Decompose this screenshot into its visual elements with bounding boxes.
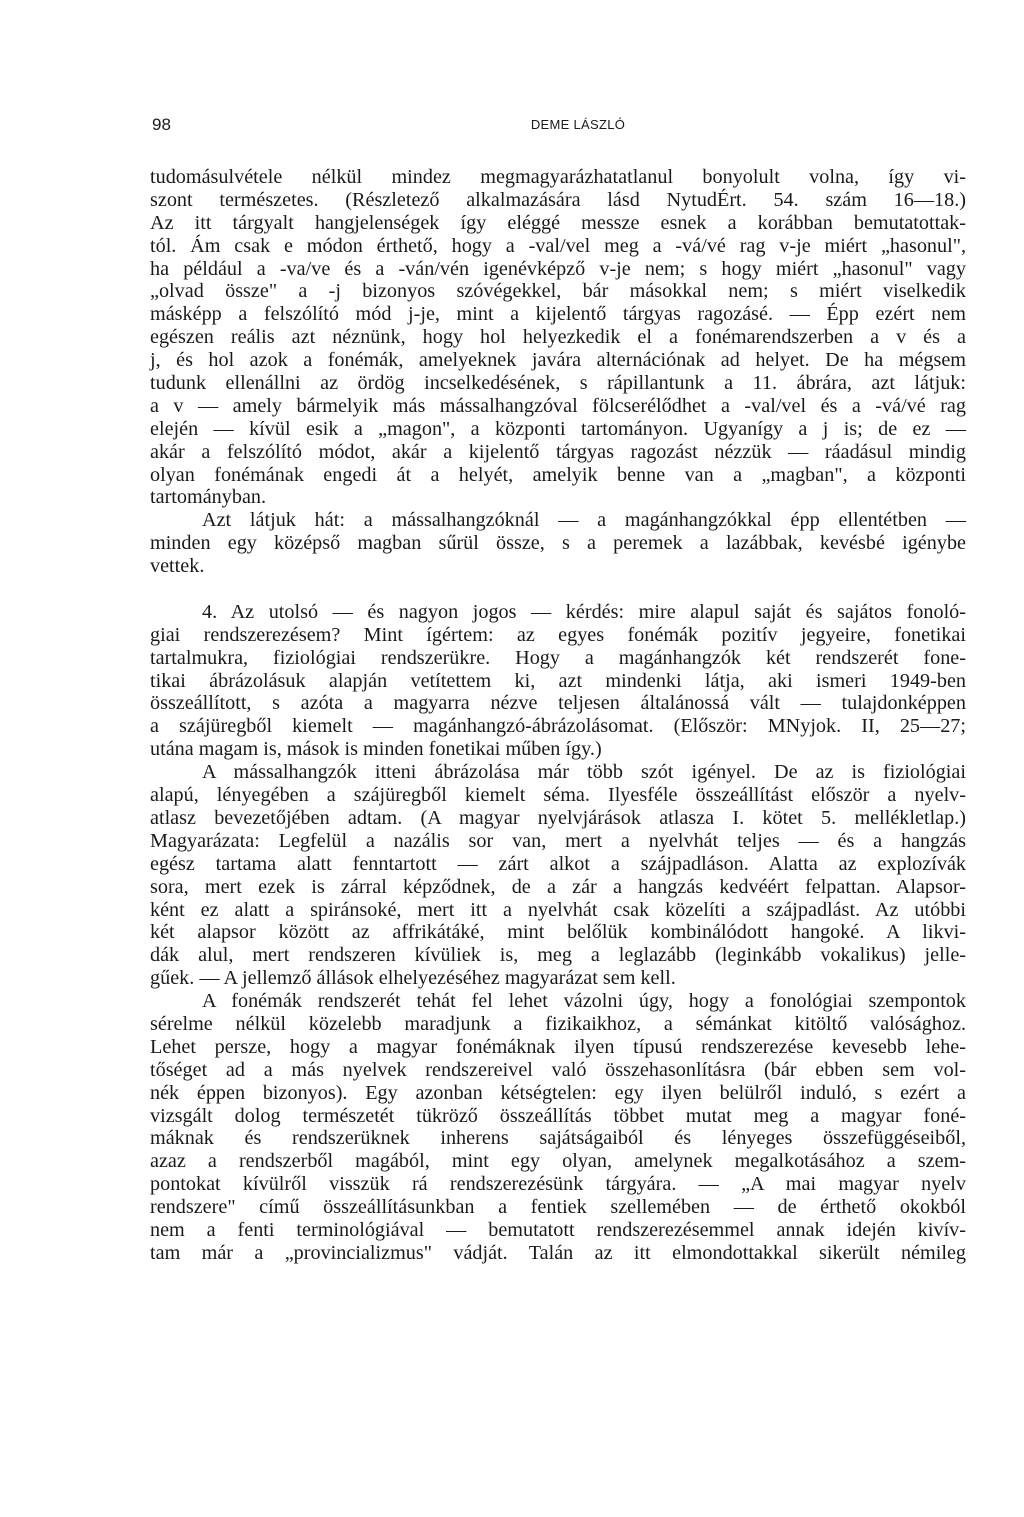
text-line: utána magam is, mások is minden fonetikai műben így.) — [150, 738, 602, 761]
text-line: alapú, lényegében a szájüregből kiemelt séma. Ilyesféle összeállítást először a nyelv- — [150, 784, 966, 807]
text-line: akár a felszólító módot, akár a kijelentő tárgyas ragozást nézzük — ráadásul mindig — [150, 440, 966, 463]
text-line: összeállított, s azóta a magyarra nézve teljesen általánossá vált — tulajdonképpen — [150, 692, 966, 715]
text-line: vizsgált dolog természetét tükröző összeállítás többet mutat meg a magyar foné- — [150, 1104, 966, 1127]
text-line: minden egy középső magban sűrül össze, s a peremek a lazábbak, kevésbé igénybe — [150, 532, 966, 555]
text-line: gűek. — A jellemző állások elhelyezéséhez magyarázat sem kell. — [150, 967, 676, 990]
text-line: tikai ábrázolásuk alapján vetítettem ki, azt mindenki látja, aki ismeri 1949-ben — [150, 669, 966, 692]
text-line: sora, mert ezek is zárral képződnek, de a zár a hangzás kedvéért felpattan. Alapsor- — [150, 875, 966, 898]
text-line: Azt látjuk hát: a mássalhangzóknál — a magánhangzókkal épp ellentétben — — [202, 509, 966, 532]
text-line: ha például a -va/ve és a -ván/vén igenévképző v-je nem; s hogy miért „hasonul" vagy — [150, 257, 966, 280]
text-line: pontokat kívülről visszük rá rendszerezésünk tárgyára. — „A mai magyar nyelv — [150, 1173, 966, 1196]
text-line: egész tartama alatt fenntartott — zárt alkot a szájpadláson. Alatta az explozívák — [150, 852, 966, 875]
text-line: két alapsor között az affrikátáké, mint belőlük kombinálódott hangoké. A likvi- — [150, 921, 966, 944]
section-gap — [150, 578, 966, 601]
text-line: Az itt tárgyalt hangjelenségek így eléggé messze esnek a korábban bemutatottak- — [150, 211, 966, 234]
text-line: olyan fonémának engedi át a helyét, amelyik benne van a „magban", a központi — [150, 463, 966, 486]
body-text — [150, 166, 966, 1265]
text-line: tőséget ad a más nyelvek rendszereivel való összehasonlításra (bár ebben sem vol- — [150, 1058, 966, 1081]
text-line: atlasz bevezetőjében adtam. (A magyar nyelvjárások atlasza I. kötet 5. mellékletlap.) — [150, 806, 966, 829]
text-line: a szájüregből kiemelt — magánhangzó-ábrázolásomat. (Először: MNyjok. II, 25—27; — [150, 715, 966, 738]
text-line: a v — amely bármelyik más mássalhangzóval fölcserélődhet a -val/vel és a -vá/vé rag — [150, 394, 966, 417]
text-line: tudomásulvétele nélkül mindez megmagyarázhatatlanul bonyolult volna, így vi- — [150, 166, 966, 188]
text-line: rendszere" című összeállításunkban a fentiek szellemében — de érthető okokból — [150, 1196, 966, 1219]
text-line: nék éppen bizonyos). Egy azonban kétségtelen: egy ilyen belülről induló, s ezért a — [150, 1081, 966, 1104]
text-line: tól. Ám csak e módon érthető, hogy a -val/vel meg a -vá/vé rag v-je miért „hasonul", — [150, 234, 966, 257]
text-line: j, és hol azok a fonémák, amelyeknek javára alternációnak ad helyet. De ha mégsem — [150, 349, 966, 372]
page-header — [150, 115, 966, 139]
running-head: DEME LÁSZLÓ — [530, 117, 626, 132]
text-line: Lehet persze, hogy a magyar fonémáknak ilyen típusú rendszerezése kevesebb lehe- — [150, 1035, 966, 1058]
text-line: elején — kívül esik a „magon", a központi tartományon. Ugyanígy a j is; de ez — — [150, 417, 966, 440]
text-line: tartalmukra, fiziológiai rendszerükre. Hogy a magánhangzók két rendszerét fone- — [150, 646, 966, 669]
text-line: tam már a „provincializmus" vádját. Talán az itt elmondottakkal sikerült némileg — [150, 1241, 966, 1264]
text-line: 4. Az utolsó — és nagyon jogos — kérdés: mire alapul saját és sajátos fonoló- — [202, 600, 966, 623]
text-line: egészen reális azt néznünk, hogy hol helyezkedik el a fonémarendszerben a v és a — [150, 326, 966, 349]
text-line: giai rendszerezésem? Mint ígértem: az egyes fonémák pozitív jegyeire, fonetikai — [150, 623, 966, 646]
text-line: Magyarázata: Legfelül a nazális sor van, mert a nyelvhát teljes — és a hangzás — [150, 829, 966, 852]
text-line: szont természetes. (Részletező alkalmazására lásd NytudÉrt. 54. szám 16—18.) — [150, 188, 966, 211]
text-line: sérelme nélkül közelebb maradjunk a fizikaikhoz, a sémánkat kitöltő valósághoz. — [150, 1012, 966, 1035]
text-line: máknak és rendszerüknek inherens sajátságaiból és lényeges összefüggéseiből, — [150, 1127, 966, 1150]
text-line: azaz a rendszerből magából, mint egy olyan, amelynek megalkotásához a szem- — [150, 1150, 966, 1173]
text-line: másképp a felszólító mód j-je, mint a kijelentő tárgyas ragozásé. — Épp ezért nem — [150, 303, 966, 326]
text-line: vettek. — [150, 555, 205, 578]
text-line: ként ez alatt a spiránsoké, mert itt a nyelvhát csak közelíti a szájpadlást. Az utóbbi — [150, 898, 966, 921]
text-line: A fonémák rendszerét tehát fel lehet vázolni úgy, hogy a fonológiai szempontok — [202, 990, 966, 1013]
text-line: dák alul, mert rendszeren kívüliek is, meg a leglazább (leginkább vokalikus) jelle- — [150, 944, 966, 967]
text-line: „olvad össze" a -j bizonyos szóvégekkel, bár másokkal nem; s miért viselkedik — [150, 280, 966, 303]
text-line: nem a fenti terminológiával — bemutatott rendszerezésemmel annak idején kivív- — [150, 1218, 966, 1241]
text-line: tudunk ellenállni az ördög incselkedésének, s rápillantunk a 11. ábrára, azt látjuk: — [150, 372, 966, 395]
page-number: 98 — [152, 115, 171, 134]
text-line: tartományban. — [150, 486, 267, 509]
text-line: A mássalhangzók itteni ábrázolása már több szót igényel. De az is fiziológiai — [202, 761, 966, 784]
